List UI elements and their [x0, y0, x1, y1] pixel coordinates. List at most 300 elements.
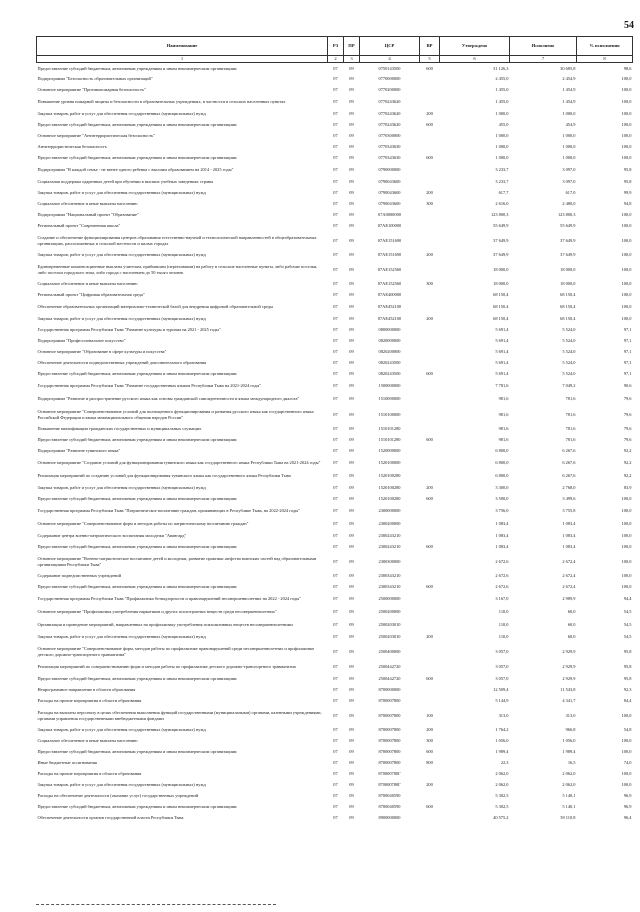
row-executed: 2 929,9 — [562, 676, 576, 682]
row-vr — [420, 210, 440, 221]
row-name: Организация и проведение мероприятий, направленных на профилактику употребления психоактивных веществ несовершеннолетними — [37, 622, 293, 628]
row-csr: 0820243500 — [378, 371, 401, 377]
row-vr: 800 — [426, 760, 433, 766]
row-pr: 09 — [349, 760, 354, 766]
row-csr: 2500203010 — [378, 622, 401, 628]
table-row — [37, 747, 633, 758]
row-percent: 100,0 — [621, 304, 632, 310]
row-approved: 5 691,4 — [495, 327, 509, 333]
row-executed: 30 685,8 — [560, 65, 576, 71]
row-executed: 37 649,9 — [560, 252, 576, 258]
row-approved: 37 649,9 — [493, 237, 509, 243]
table-row — [37, 661, 633, 674]
row-approved: 3 167,0 — [495, 596, 509, 602]
row-vr — [420, 336, 440, 347]
row-pr: 09 — [349, 596, 354, 602]
row-pr: 09 — [349, 133, 354, 139]
row-name: Создание и обеспечение функционирования центров образования естественно-научной и технологической направленностей в общеобразовательных организациях, расположенных в сельской местности и малых городах — [37, 235, 317, 246]
table-row — [37, 325, 633, 336]
column-number-row — [37, 56, 633, 63]
row-percent: 100,0 — [621, 521, 632, 527]
row-pr: 09 — [349, 676, 354, 682]
row-rz: 07 — [333, 521, 338, 527]
row-rz: 07 — [333, 749, 338, 755]
row-name: Социальное обеспечение и иные выплаты населению — [37, 281, 138, 287]
row-vr — [420, 619, 440, 632]
row-rz: 07 — [333, 212, 338, 218]
header-executed: Исполнено — [510, 37, 577, 56]
row-name: Основное мероприятие "Совершенствование условий для полноценного функционирования и развития русского языка как государственного языка Российской Федерации и языка межнационального общения народов России" — [37, 409, 314, 420]
row-vr: 600 — [426, 122, 433, 128]
row-executed: 2 989,9 — [562, 596, 576, 602]
row-pr: 09 — [349, 473, 354, 479]
row-percent: 74,0 — [623, 760, 632, 766]
row-rz: 07 — [333, 111, 338, 117]
row-executed: 2 480,0 — [562, 201, 576, 207]
row-csr: 870000780Г — [378, 782, 401, 788]
row-csr: 0790043600 — [378, 190, 401, 196]
row-pr: 09 — [349, 396, 354, 402]
row-percent: 97,1 — [623, 349, 632, 355]
row-executed: 3 097,0 — [562, 167, 576, 173]
row-rz: 07 — [333, 771, 338, 777]
row-approved: 2 455,0 — [495, 76, 509, 82]
row-rz: 07 — [333, 804, 338, 810]
row-percent: 100,0 — [621, 212, 632, 218]
row-percent: 100,0 — [621, 237, 632, 243]
table-row — [37, 470, 633, 483]
row-percent: 96,9 — [623, 804, 632, 810]
row-rz: 07 — [333, 485, 338, 491]
row-csr: 07A0000000 — [378, 212, 401, 218]
row-pr: 09 — [349, 664, 354, 670]
row-approved: 6 800,0 — [495, 448, 509, 454]
row-vr — [420, 791, 440, 802]
row-executed: 68 150,4 — [560, 292, 576, 298]
row-name: Социальная поддержка одаренных детей при обучении в высших учебных заведениях страны — [37, 179, 214, 185]
row-name: Основное мероприятие "Военно-патриотическое воспитание детей и молодежи, развитие практики шефства воинских частей над образовательными организациями Республики Тыва" — [37, 556, 317, 567]
row-approved: 5 691,4 — [495, 349, 509, 355]
row-name: Государственная программа Республики Тыва "Патриотическое воспитание граждан, проживающих в Республике Тыва, на 2022-2024 годы" — [37, 508, 301, 514]
row-rz: 07 — [333, 383, 338, 389]
row-approved: 3 233,7 — [495, 167, 509, 173]
row-percent: 79,6 — [623, 396, 632, 402]
table-row — [37, 505, 633, 518]
row-pr: 09 — [349, 698, 354, 704]
row-vr — [420, 96, 440, 109]
row-approved: 12 509,4 — [493, 687, 509, 693]
row-executed: 5 524,0 — [562, 349, 576, 355]
row-vr — [420, 131, 440, 142]
row-percent: 100,0 — [621, 144, 632, 150]
row-vr — [420, 531, 440, 542]
row-pr: 09 — [349, 815, 354, 821]
row-name: Основное мероприятие "Образование в сфере культуры и искусства" — [37, 349, 167, 355]
row-csr: 0770343630 — [378, 144, 401, 150]
row-vr — [420, 406, 440, 424]
row-executed: 1 000,0 — [562, 133, 576, 139]
row-csr: 1520100280 — [378, 485, 401, 491]
row-percent: 100,0 — [621, 496, 632, 502]
row-rz: 07 — [333, 237, 338, 243]
row-vr — [420, 301, 440, 314]
header-percent: % исполнения — [577, 37, 633, 56]
row-pr: 09 — [349, 76, 354, 82]
row-approved: 2 062,0 — [495, 782, 509, 788]
row-vr — [420, 685, 440, 696]
row-vr: 300 — [426, 201, 433, 207]
row-approved: 981,6 — [498, 411, 509, 417]
row-executed: 5 524,0 — [562, 338, 576, 344]
row-rz: 07 — [333, 687, 338, 693]
row-percent: 83,9 — [623, 485, 632, 491]
row-vr — [420, 696, 440, 707]
row-approved: 3 233,7 — [495, 179, 509, 185]
row-percent: 95,8 — [623, 664, 632, 670]
table-row — [37, 531, 633, 542]
row-approved: 40 575,2 — [493, 815, 509, 821]
row-name: Предоставление субсидий бюджетным, автономным учреждениям и иным некоммерческим организациям — [37, 437, 237, 443]
row-rz: 07 — [333, 793, 338, 799]
row-csr: 870000780Г — [378, 771, 401, 777]
row-approved: 31 126,3 — [493, 65, 509, 71]
row-name: Подпрограмма "Профессиональное искусство" — [37, 338, 126, 344]
row-approved: 6 800,0 — [495, 460, 509, 466]
row-name: Реализация мероприятий по совершенствованию форм и методов работы по профилактике детского дорожно-транспортного травматизма — [37, 664, 296, 670]
row-percent: 95,8 — [623, 648, 632, 654]
row-percent: 100,0 — [621, 573, 632, 579]
table-row — [37, 120, 633, 131]
table-row — [37, 619, 633, 632]
row-csr: 07AE100000 — [377, 223, 402, 229]
table-row — [37, 96, 633, 109]
row-csr: 2500442720 — [378, 676, 401, 682]
row-rz: 07 — [333, 155, 338, 161]
row-vr — [420, 553, 440, 571]
row-executed: 1 083,4 — [562, 544, 576, 550]
table-row — [37, 153, 633, 164]
table-row — [37, 336, 633, 347]
row-pr: 09 — [349, 609, 354, 615]
row-percent: 92,2 — [623, 473, 632, 479]
row-pr: 09 — [349, 622, 354, 628]
row-approved: 981,6 — [498, 426, 509, 432]
row-name: Закупка товаров, работ и услуг для обеспечения государственных (муниципальных) нужд — [37, 782, 206, 788]
row-csr: 07AE400000 — [377, 292, 402, 298]
row-csr: 07AE452100 — [377, 316, 402, 322]
row-approved: 123 800,3 — [490, 212, 509, 218]
row-approved: 110,0 — [498, 609, 509, 615]
row-rz: 07 — [333, 167, 338, 173]
row-approved: 2 672,6 — [495, 573, 509, 579]
row-approved: 18 000,0 — [493, 266, 509, 272]
row-vr: 600 — [426, 496, 433, 502]
row-vr: 200 — [426, 727, 433, 733]
table-row — [37, 643, 633, 661]
table-row — [37, 314, 633, 325]
row-approved: 5 691,4 — [495, 338, 509, 344]
row-vr — [420, 221, 440, 232]
row-executed: 39 110,8 — [560, 815, 576, 821]
row-percent: 92,2 — [623, 448, 632, 454]
table-row — [37, 457, 633, 470]
row-csr: 0820200000 — [378, 349, 401, 355]
row-csr: 8700007800 — [378, 712, 401, 718]
row-vr: 200 — [426, 252, 433, 258]
row-pr: 09 — [349, 521, 354, 527]
row-approved: 2 616,0 — [495, 201, 509, 207]
table-row — [37, 109, 633, 120]
row-executed: 5 524,0 — [562, 327, 576, 333]
row-approved: 1 083,4 — [495, 533, 509, 539]
row-vr: 600 — [426, 437, 433, 443]
row-rz: 07 — [333, 508, 338, 514]
row-percent: 79,6 — [623, 437, 632, 443]
table-row — [37, 632, 633, 643]
table-row — [37, 369, 633, 380]
row-csr: 0750143500 — [378, 65, 401, 71]
row-rz: 07 — [333, 190, 338, 196]
row-percent: 95,8 — [623, 179, 632, 185]
row-executed: 454,9 — [565, 122, 576, 128]
row-rz: 07 — [333, 396, 338, 402]
row-pr: 09 — [349, 111, 354, 117]
row-approved: 1 056,0 — [495, 738, 509, 744]
row-name: Предоставление субсидий бюджетным, автономным учреждениям и иным некоммерческим организациям — [37, 122, 237, 128]
row-percent: 100,0 — [621, 584, 632, 590]
row-pr: 09 — [349, 437, 354, 443]
row-csr: 2300343210 — [378, 573, 401, 579]
row-pr: 09 — [349, 426, 354, 432]
row-percent: 79,6 — [623, 411, 632, 417]
row-csr: 0800000000 — [378, 327, 401, 333]
row-approved: 3 500,0 — [495, 496, 509, 502]
table-header-row — [37, 37, 633, 56]
row-name: Обеспечение образовательных организаций материально-технической базой для внедрения цифровой образовательной среды — [37, 304, 274, 310]
row-executed: 781,6 — [565, 437, 576, 443]
row-csr: 8700040590 — [378, 793, 401, 799]
row-name: Единовременные компенсационные выплаты учителям, прибывшим (переехавшим) на работу в сельские населенные пункты, либо рабочие поселки, либо поселки городского типа, либо города с населением до 50 тысяч человек — [37, 264, 318, 275]
row-percent: 100,0 — [621, 155, 632, 161]
row-approved: 1 764,2 — [495, 727, 509, 733]
row-vr: 600 — [426, 371, 433, 377]
row-pr: 09 — [349, 771, 354, 777]
row-approved: 3 057,0 — [495, 648, 509, 654]
row-pr: 09 — [349, 558, 354, 564]
table-row — [37, 261, 633, 279]
row-approved: 22,3 — [500, 760, 509, 766]
row-approved: 55 649,9 — [493, 223, 509, 229]
row-approved: 2 672,6 — [495, 584, 509, 590]
row-percent: 100,0 — [621, 281, 632, 287]
row-pr: 09 — [349, 533, 354, 539]
row-percent: 100,0 — [621, 111, 632, 117]
row-pr: 09 — [349, 738, 354, 744]
row-name: Содержание центра военно-патриотического воспитания молодежи "Авангард" — [37, 533, 187, 539]
row-rz: 07 — [333, 448, 338, 454]
row-vr: 200 — [426, 485, 433, 491]
column-number: 8 — [577, 56, 633, 63]
row-csr: 0770300000 — [378, 133, 401, 139]
row-pr: 09 — [349, 712, 354, 718]
row-csr: 2300243210 — [378, 544, 401, 550]
row-vr — [420, 177, 440, 188]
table-row — [37, 406, 633, 424]
row-vr — [420, 142, 440, 153]
row-executed: 60,0 — [567, 622, 576, 628]
row-percent: 100,0 — [621, 99, 632, 105]
row-rz: 07 — [333, 144, 338, 150]
row-percent: 84,4 — [623, 698, 632, 704]
row-csr: 2500442720 — [378, 664, 401, 670]
row-rz: 07 — [333, 426, 338, 432]
row-executed: 1 454,9 — [562, 99, 576, 105]
row-vr: 200 — [426, 190, 433, 196]
row-rz: 07 — [333, 87, 338, 93]
row-name: Предоставление субсидий бюджетным, автономным учреждениям и иным некоммерческим организациям — [37, 65, 237, 71]
row-vr: 600 — [426, 749, 433, 755]
row-pr: 09 — [349, 460, 354, 466]
row-percent: 96,4 — [623, 815, 632, 821]
row-rz: 07 — [333, 76, 338, 82]
row-csr: 1510101280 — [378, 437, 401, 443]
row-vr — [420, 424, 440, 435]
row-pr: 09 — [349, 65, 354, 71]
table-row — [37, 188, 633, 199]
row-executed: 60,0 — [567, 609, 576, 615]
row-percent: 95,8 — [623, 676, 632, 682]
row-approved: 1 083,4 — [495, 544, 509, 550]
row-executed: 5 524,0 — [562, 360, 576, 366]
table-row — [37, 199, 633, 210]
row-vr — [420, 261, 440, 279]
row-vr: 600 — [426, 65, 433, 71]
row-csr: 8700040590 — [378, 804, 401, 810]
table-row — [37, 131, 633, 142]
row-executed: 2 672,4 — [562, 584, 576, 590]
row-executed: 2 062,0 — [562, 782, 576, 788]
row-rz: 07 — [333, 266, 338, 272]
row-pr: 09 — [349, 281, 354, 287]
row-vr — [420, 769, 440, 780]
header-approved: Утверждено — [440, 37, 510, 56]
row-csr: 1520100000 — [378, 460, 401, 466]
row-vr: 600 — [426, 584, 433, 590]
row-vr — [420, 571, 440, 582]
row-percent: 54,5 — [623, 622, 632, 628]
row-rz: 07 — [333, 584, 338, 590]
row-rz: 07 — [333, 634, 338, 640]
row-pr: 09 — [349, 223, 354, 229]
row-executed: 3 097,0 — [562, 179, 576, 185]
row-rz: 07 — [333, 411, 338, 417]
table-row — [37, 802, 633, 813]
row-executed: 2 062,0 — [562, 771, 576, 777]
row-rz: 07 — [333, 133, 338, 139]
row-name: Подпрограмма "В каждой семье - не менее одного ребенка с высшим образованием на 2014 - 2025 годы" — [37, 167, 234, 173]
row-pr: 09 — [349, 793, 354, 799]
row-percent: 97,1 — [623, 338, 632, 344]
row-approved: 1 455,0 — [495, 87, 509, 93]
row-executed: 68 150,4 — [560, 304, 576, 310]
row-executed: 2 454,9 — [562, 76, 576, 82]
row-approved: 2 672,6 — [495, 558, 509, 564]
row-name: Реализация мероприятий по созданию условий для функционирования тувинского языка как государственного языка Республики Тыва — [37, 473, 291, 479]
row-csr: 1520000000 — [378, 448, 401, 454]
row-percent: 96,9 — [623, 793, 632, 799]
row-csr: 07AE452100 — [377, 304, 402, 310]
row-executed: 1 083,4 — [562, 533, 576, 539]
row-executed: 4 341,7 — [562, 698, 576, 704]
row-rz: 07 — [333, 304, 338, 310]
row-name: Обеспечение деятельности органов государственной власти Республики Тыва — [37, 815, 184, 821]
row-percent: 92,3 — [623, 687, 632, 693]
row-name: Предоставление субсидий бюджетным, автономным учреждениям и иным некоммерческим организациям — [37, 371, 237, 377]
row-rz: 07 — [333, 292, 338, 298]
table-row — [37, 358, 633, 369]
row-rz: 07 — [333, 460, 338, 466]
row-approved: 981,6 — [498, 396, 509, 402]
row-csr: 8700007800 — [378, 760, 401, 766]
row-approved: 18 000,0 — [493, 281, 509, 287]
row-approved: 3 300,0 — [495, 485, 509, 491]
row-rz: 07 — [333, 782, 338, 788]
row-pr: 09 — [349, 727, 354, 733]
row-percent: 100,0 — [621, 771, 632, 777]
row-name: Подпрограмма "Развитие и распространение русского языка как основы гражданской самоидентичности и языка международного диалога" — [37, 396, 300, 402]
row-percent: 95,8 — [623, 167, 632, 173]
row-rz: 07 — [333, 558, 338, 564]
table-row — [37, 177, 633, 188]
row-executed: 2 672,4 — [562, 573, 576, 579]
row-rz: 07 — [333, 496, 338, 502]
table-row — [37, 74, 633, 85]
table-row — [37, 164, 633, 177]
row-csr: 2500200000 — [378, 609, 401, 615]
row-pr: 09 — [349, 167, 354, 173]
row-csr: 1510100000 — [378, 411, 401, 417]
row-vr: 200 — [426, 111, 433, 117]
row-pr: 09 — [349, 496, 354, 502]
row-csr: 0770243620 — [378, 99, 401, 105]
row-pr: 09 — [349, 749, 354, 755]
row-pr: 09 — [349, 122, 354, 128]
row-approved: 1 083,4 — [495, 521, 509, 527]
row-csr: 1500000000 — [378, 383, 401, 389]
row-name: Основное мероприятие "Профилактика употребления наркотиков и других психотропных веществ среди несовершеннолетних" — [37, 609, 277, 615]
row-rz: 07 — [333, 281, 338, 287]
row-csr: 07AE151690 — [377, 237, 402, 243]
row-rz: 07 — [333, 201, 338, 207]
row-name: Закупка товаров, работ и услуг для обеспечения государственных (муниципальных) нужд — [37, 316, 206, 322]
row-name: Государственная программа Республики Тыва "Профилактика безнадзорности и правонарушений несовершеннолетних на 2022 - 2024 годы" — [37, 596, 302, 602]
row-rz: 07 — [333, 316, 338, 322]
row-name: Непрограммное направление в области образования — [37, 687, 136, 693]
footer-rule — [36, 904, 276, 906]
row-pr: 09 — [349, 99, 354, 105]
row-executed: 1 000,0 — [562, 144, 576, 150]
row-approved: 5 691,4 — [495, 360, 509, 366]
row-pr: 09 — [349, 304, 354, 310]
row-approved: 3 057,0 — [495, 676, 509, 682]
row-vr: 600 — [426, 804, 433, 810]
row-pr: 09 — [349, 634, 354, 640]
row-vr — [420, 393, 440, 406]
table-row — [37, 494, 633, 505]
row-approved: 37 649,9 — [493, 252, 509, 258]
table-row — [37, 736, 633, 747]
row-rz: 07 — [333, 252, 338, 258]
